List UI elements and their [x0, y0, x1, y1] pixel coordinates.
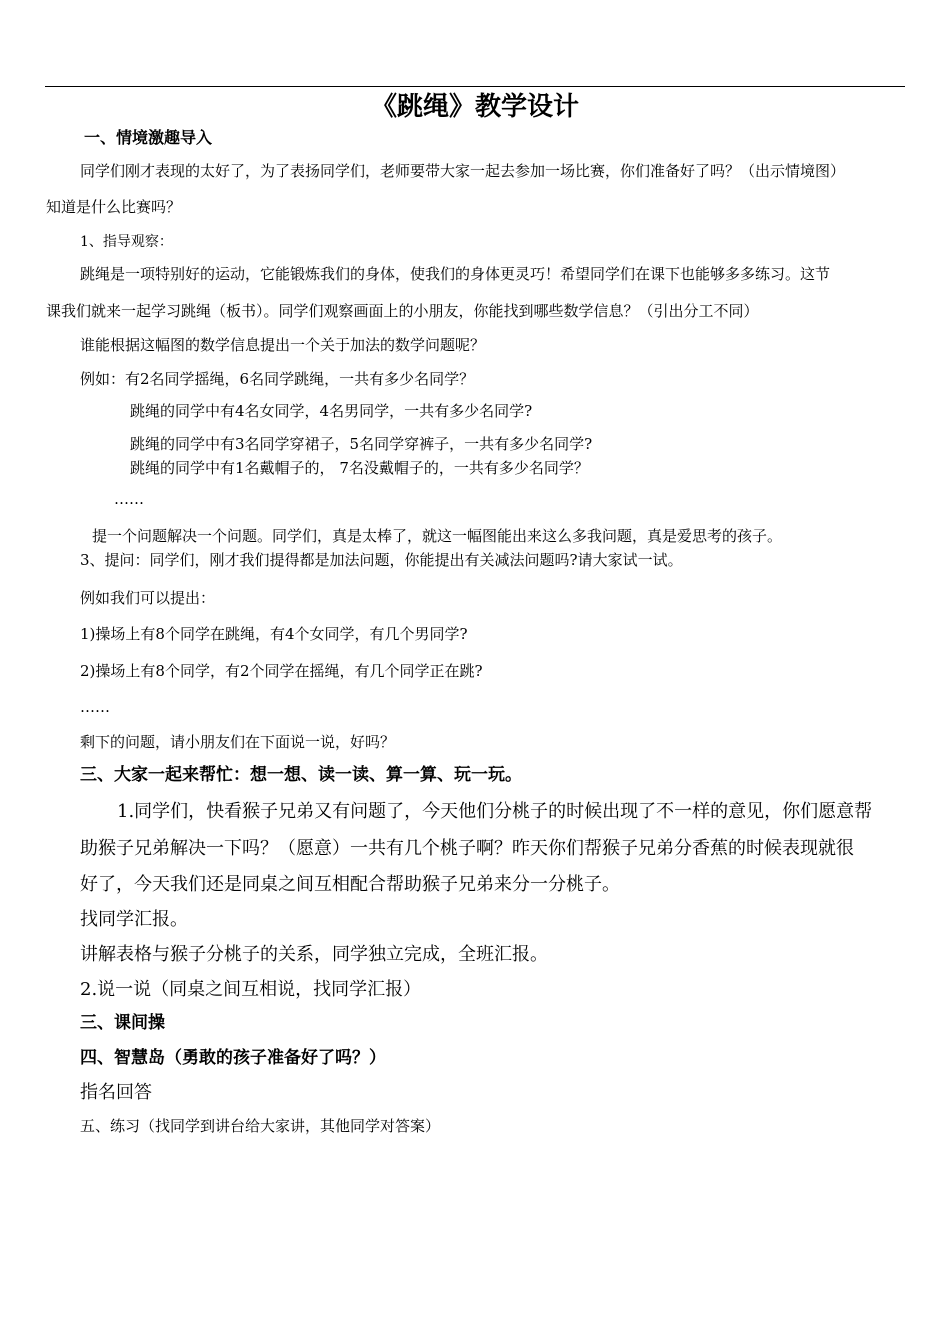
paragraph-line: 讲解表格与猴子分桃子的关系，同学独立完成，全班汇报。: [80, 944, 548, 965]
paragraph-line: 1)操场上有8个同学在跳绳，有4个女同学，有几个男同学?: [80, 625, 468, 643]
section-heading-1: 一、情境激趣导入: [84, 128, 213, 147]
paragraph-line: 跳绳是一项特别好的运动，它能锻炼我们的身体，使我们的身体更灵巧！希望同学们在课下也能够多多练习。这节: [80, 265, 831, 283]
ellipsis-line: ……: [80, 698, 110, 716]
paragraph-line: 助猴子兄弟解决一下吗？（愿意）一共有几个桃子啊？昨天你们帮猴子兄弟分香蕉的时候表现就很: [80, 838, 854, 859]
ellipsis-line: ……: [114, 490, 144, 508]
header-rule: [45, 86, 905, 87]
paragraph-line: 谁能根据这幅图的数学信息提出一个关于加法的数学问题呢？: [80, 336, 486, 354]
paragraph-line: 3、提问：同学们，刚才我们提得都是加法问题，你能提出有关减法问题吗?请大家试一试。: [80, 551, 683, 569]
section-heading-3: 三、大家一起来帮忙：想一想、读一读、算一算、玩一玩。: [80, 765, 522, 785]
paragraph-line: 剩下的问题，请小朋友们在下面说一说，好吗？: [80, 733, 396, 751]
paragraph-line: 例如我们可以提出：: [80, 589, 216, 607]
page-title: 《跳绳》教学设计: [370, 92, 579, 122]
paragraph-line: 2)操场上有8个同学，有2个同学在摇绳，有几个同学正在跳?: [80, 662, 483, 680]
paragraph-line: 跳绳的同学中有3名同学穿裙子，5名同学穿裤子，一共有多少名同学?: [130, 435, 593, 453]
paragraph-line: 跳绳的同学中有1名戴帽子的， 7名没戴帽子的，一共有多少名同学？: [130, 459, 589, 477]
paragraph-line: 好了，今天我们还是同桌之间互相配合帮助猴子兄弟来分一分桃子。: [80, 874, 620, 895]
paragraph-line: 例如：有2名同学摇绳，6名同学跳绳，一共有多少名同学？: [80, 370, 475, 388]
paragraph-line: 1.同学们，快看猴子兄弟又有问题了，今天他们分桃子的时候出现了不一样的意见，你们愿意帮: [117, 801, 873, 822]
section-heading-break: 三、课间操: [80, 1013, 165, 1033]
paragraph-line: 指名回答: [80, 1082, 152, 1103]
section-heading-5: 五、练习（找同学到讲台给大家讲，其他同学对答案）: [80, 1117, 441, 1135]
paragraph-line: 知道是什么比赛吗？: [46, 198, 182, 216]
subheading-line: 1、指导观察：: [80, 234, 173, 250]
section-heading-4: 四、智慧岛（勇敢的孩子准备好了吗？）: [80, 1048, 386, 1068]
paragraph-line: 2.说一说（同桌之间互相说，找同学汇报）: [80, 979, 422, 1000]
paragraph-line: 提一个问题解决一个问题。同学们，真是太棒了，就这一幅图能出来这么多我问题，真是爱思考的孩子。: [92, 527, 783, 545]
paragraph-line: 课我们就来一起学习跳绳（板书）。同学们观察画面上的小朋友，你能找到哪些数学信息？（引出分工不同）: [46, 302, 759, 320]
paragraph-line: 同学们刚才表现的太好了，为了表扬同学们，老师要带大家一起去参加一场比赛，你们准备好了吗？（出示情境图）: [80, 162, 846, 180]
paragraph-line: 跳绳的同学中有4名女同学，4名男同学，一共有多少名同学?: [130, 402, 533, 420]
paragraph-line: 找同学汇报。: [80, 909, 188, 930]
